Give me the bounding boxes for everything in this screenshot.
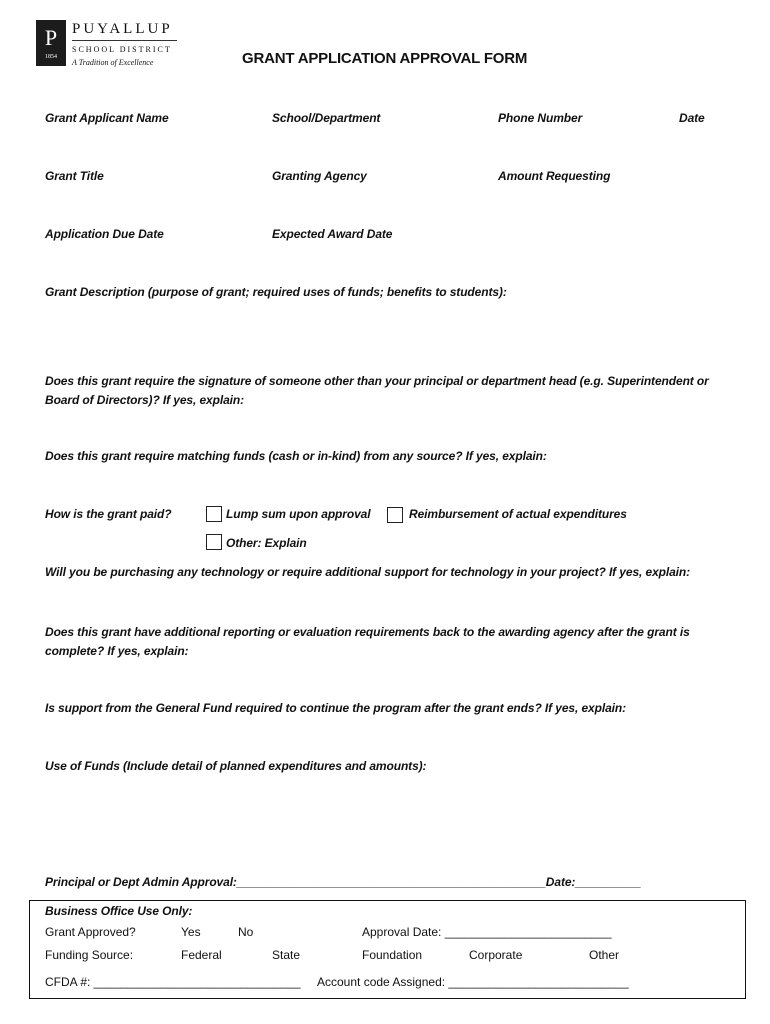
grant-paid-question: How is the grant paid? [45,507,172,521]
grant-applicant-name-label: Grant Applicant Name [45,111,169,125]
business-office-heading: Business Office Use Only: [45,904,193,918]
district-name: PUYALLUP [72,21,173,37]
signature-question: Does this grant require the signature of someone other than your principal or department head (e.g. Superintendent or Board of Directors)? If yes, explain: [45,374,709,407]
grant-title-label: Grant Title [45,169,104,183]
technology-question: Will you be purchasing any technology or require additional support for technology in your project? If yes, explain: [45,565,691,579]
logo-letter: P [44,25,58,50]
funding-other-option[interactable]: Other [589,948,620,962]
date-label: Date [679,111,705,125]
school-department-label: School/Department [272,111,381,125]
logo-year: 1854 [45,54,57,60]
other-explain-checkbox[interactable] [206,534,222,550]
application-due-date-label: Application Due Date [45,227,164,241]
funding-federal-option[interactable]: Federal [181,948,222,962]
form-title: GRANT APPLICATION APPROVAL FORM [242,50,528,67]
lump-sum-checkbox[interactable] [206,506,222,522]
logo-divider [72,40,177,41]
funding-state-option[interactable]: State [272,948,301,962]
lump-sum-option-label: Lump sum upon approval [226,507,371,521]
principal-approval-line[interactable]: Principal or Dept Admin Approval:_______________________________________________Date:__________ [45,875,642,889]
funding-source-label: Funding Source: [45,948,134,962]
district-subname: SCHOOL DISTRICT [72,45,172,54]
approval-date-field[interactable]: Approval Date: _________________________ [362,925,612,939]
cfda-field[interactable]: CFDA #: _______________________________ [45,975,301,989]
approved-no-option[interactable]: No [238,925,254,939]
funding-foundation-option[interactable]: Foundation [362,948,423,962]
other-explain-option-label: Other: Explain [226,536,307,550]
approved-yes-option[interactable]: Yes [181,925,201,939]
reimbursement-option-label: Reimbursement of actual expenditures [409,507,627,521]
granting-agency-label: Granting Agency [272,169,367,183]
grant-description-label: Grant Description (purpose of grant; required uses of funds; benefits to students): [45,285,507,299]
reimbursement-checkbox[interactable] [387,507,403,523]
matching-funds-question: Does this grant require matching funds (cash or in-kind) from any source? If yes, explain: [45,449,547,463]
funding-corporate-option[interactable]: Corporate [469,948,523,962]
amount-requesting-label: Amount Requesting [498,169,611,183]
account-code-field[interactable]: Account code Assigned: ___________________________ [317,975,629,989]
district-tagline: A Tradition of Excellence [72,58,154,67]
general-fund-question: Is support from the General Fund required to continue the program after the grant ends? If yes, explain: [45,701,627,715]
grant-approved-label: Grant Approved? [45,925,136,939]
expected-award-date-label: Expected Award Date [272,227,393,241]
phone-number-label: Phone Number [498,111,583,125]
reporting-question: Does this grant have additional reporting or evaluation requirements back to the awarding agency after the grant is complete? If yes, explain: [45,625,690,658]
use-of-funds-label: Use of Funds (Include detail of planned expenditures and amounts): [45,759,427,773]
